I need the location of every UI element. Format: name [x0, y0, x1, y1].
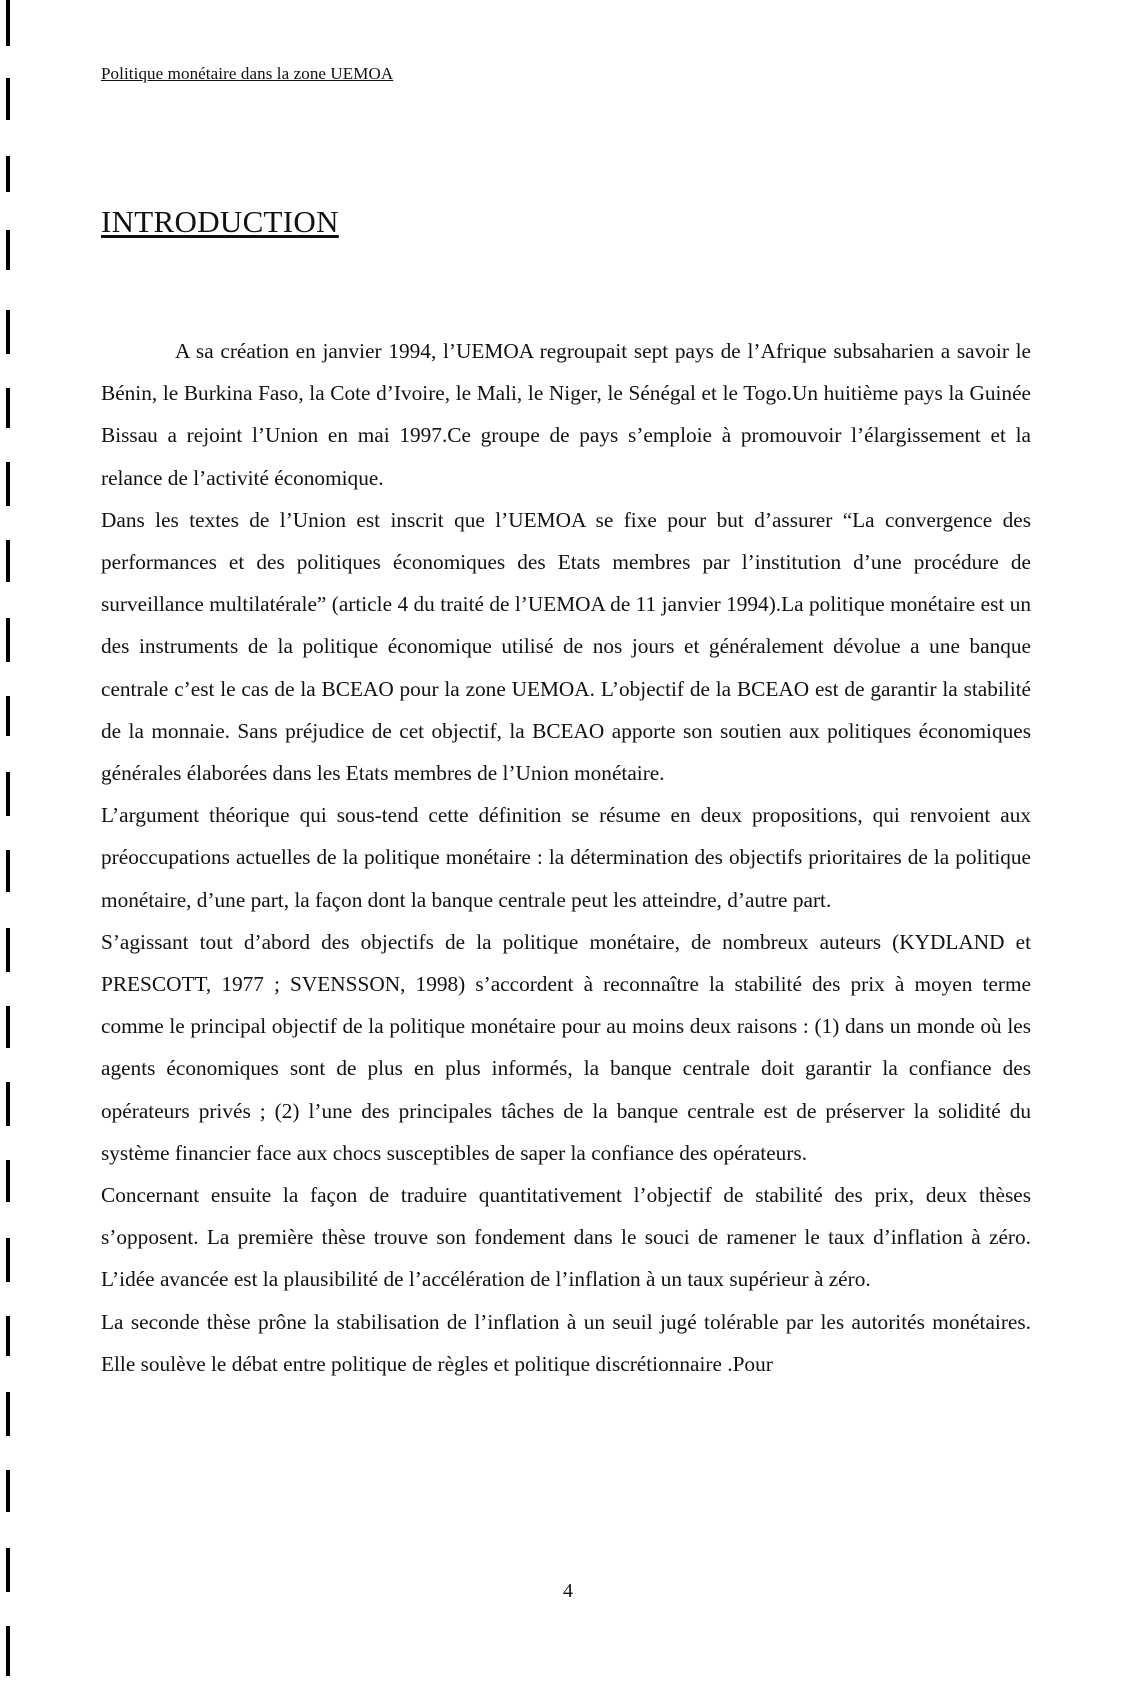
page-number: 4 — [563, 1580, 573, 1602]
binding-mark — [6, 1626, 10, 1676]
binding-mark — [6, 1006, 10, 1048]
binding-mark — [6, 1392, 10, 1436]
binding-mark — [6, 0, 10, 46]
binding-mark — [6, 540, 10, 582]
binding-mark — [6, 1160, 10, 1202]
scan-binding-marks — [0, 0, 14, 1682]
binding-mark — [6, 928, 10, 972]
binding-mark — [6, 1470, 10, 1512]
binding-mark — [6, 772, 10, 816]
paragraph: La seconde thèse prône la stabilisation de l’inflation à un seuil jugé tolérable par les autorités monétaires. Elle soulève le débat entre politique de règles et politique discrétionnaire .Pour — [101, 1309, 1031, 1376]
paragraph: A sa création en janvier 1994, l’UEMOA regroupait sept pays de l’Afrique subsaharien a savoir le Bénin, le Burkina Faso, la Cote d’Ivoire, le Mali, le Niger, le Sénégal et le Togo.Un huitième pays la Guinée Bissau a rejoint l’Union en mai 1997.Ce groupe de pays s’emploie à promouvoir l’élargissement et la relance de l’activité économique. — [101, 339, 1031, 490]
binding-mark — [6, 618, 10, 662]
binding-mark — [6, 850, 10, 892]
paragraph: Dans les textes de l’Union est inscrit que l’UEMOA se fixe pour but d’assurer “La convergence des performances et des politiques économiques des Etats membres par l’institution d’une procédure de surveillance multilatérale” (article 4 du traité de l’UEMOA de 11 janvier 1994).La politique monétaire est un des instruments de la politique économique utilisé de nos jours et généralement dévolue a une banque centrale c’est le cas de la BCEAO pour la zone UEMOA. L’objectif de la BCEAO est de garantir la stabilité de la monnaie. Sans préjudice de cet objectif, la BCEAO apporte son soutien aux politiques économiques générales élaborées dans les Etats membres de l’Union monétaire. — [101, 507, 1031, 786]
binding-mark — [6, 388, 10, 428]
binding-mark — [6, 462, 10, 506]
running-header: Politique monétaire dans la zone UEMOA — [101, 64, 394, 83]
page-title: INTRODUCTION — [101, 204, 339, 239]
binding-mark — [6, 310, 10, 354]
paragraph: S’agissant tout d’abord des objectifs de la politique monétaire, de nombreux auteurs (KYDLAND et PRESCOTT, 1977 ; SVENSSON, 1998) s’accordent à reconnaître la stabilité des prix à moyen terme comme le principal objectif de la politique monétaire pour au moins deux raisons : (1) dans un monde où les agents économiques sont de plus en plus informés, la banque centrale doit garantir la confiance des opérateurs privés ; (2) l’une des principales tâches de la banque centrale est de préserver la solidité du système financier face aux chocs susceptibles de saper la confiance des opérateurs. — [101, 929, 1031, 1165]
paragraph: L’argument théorique qui sous-tend cette définition se résume en deux propositions, qui renvoient aux préoccupations actuelles de la politique monétaire : la détermination des objectifs prioritaires de la politique monétaire, d’une part, la façon dont la banque centrale peut les atteindre, d’autre part. — [101, 803, 1031, 912]
binding-mark — [6, 156, 10, 192]
binding-mark — [6, 1082, 10, 1126]
body-text — [101, 330, 1031, 1385]
binding-mark — [6, 230, 10, 270]
binding-mark — [6, 1238, 10, 1282]
binding-mark — [6, 1316, 10, 1356]
paragraph: Concernant ensuite la façon de traduire quantitativement l’objectif de stabilité des prix, deux thèses s’opposent. La première thèse trouve son fondement dans le souci de ramener le taux d’inflation à zéro. L’idée avancée est la plausibilité de l’accélération de l’inflation à un taux supérieur à zéro. — [101, 1183, 1031, 1292]
binding-mark — [6, 696, 10, 736]
binding-mark — [6, 78, 10, 120]
